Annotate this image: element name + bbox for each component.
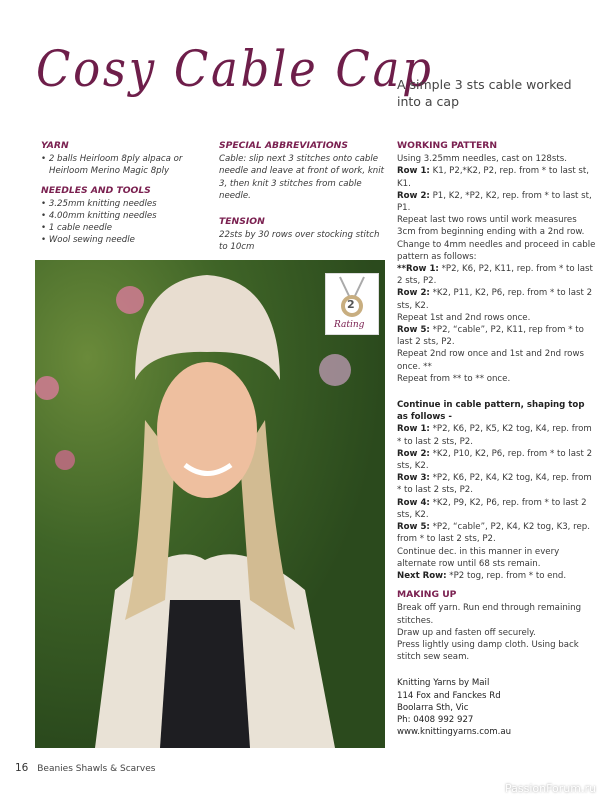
pattern-line: Repeat last two rows until work measures 3cm from beginning ending with a 2nd row. [397, 215, 585, 238]
shaping-lines [397, 423, 597, 582]
rating-number: 2 [347, 298, 355, 311]
pattern-line: **Row 1: *P2, K6, P2, K11, rep. from * to last 2 sts, P2. [397, 264, 593, 287]
abbrev-heading: SPECIAL ABBREVIATIONS [219, 140, 348, 151]
pattern-line: Row 2: P1, K2, *P2, K2, rep. from * to last st, P1. [397, 190, 592, 214]
yarn-item: • 2 balls Heirloom 8ply alpaca or Heirloom Merino Magic 8ply [41, 154, 183, 177]
pattern-line: Row 1: *P2, K6, P2, K5, K2 tog, K4, rep. from * to last 2 sts, P2. [397, 424, 592, 447]
shaping-heading: Continue in cable pattern, shaping top as follows - [397, 400, 585, 423]
needles-heading: NEEDLES AND TOOLS [41, 184, 151, 196]
making-line: Press lightly using damp cloth. Using back stitch sew seam. [397, 639, 579, 663]
pattern-line: Row 4: *K2, P9, K2, P6, rep. from * to last 2 sts, K2. [397, 497, 587, 520]
watermark: PassionForum.ru [505, 782, 596, 795]
pattern-line: Repeat 2nd row once and 1st and 2nd rows once. ** [397, 349, 584, 372]
yarn-heading: YARN [41, 140, 69, 151]
making-line: Draw up and fasten off securely. [397, 627, 536, 638]
pattern-line: Using 3.25mm needles, cast on 128sts. [397, 154, 567, 165]
supplier-website[interactable]: www.knittingyarns.com.au [397, 727, 512, 738]
pattern-line: Row 5: *P2, “cable”, P2, K11, rep from * to last 2 sts, P2. [397, 325, 584, 348]
pattern-line: Row 2: *K2, P10, K2, P6, rep. from * to last 2 sts, K2. [397, 448, 593, 472]
pattern-line: Change to 4mm needles and proceed in cable pattern as follows: [397, 239, 596, 262]
page-footer [15, 762, 155, 774]
pattern-line: Continue dec. in this manner in every alternate row until 68 sts remain. [397, 546, 560, 569]
page-title: Cosy Cable Cap [36, 40, 434, 98]
needles-item: • 4.00mm knitting needles [41, 211, 157, 222]
tension-text: 22sts by 30 rows over stocking stitch to 10cm [219, 230, 380, 253]
instructions-column [397, 140, 597, 738]
abbrev-column [219, 140, 384, 254]
pattern-line: Row 1: K1, P2,*K2, P2, rep. from * to last st, K1. [397, 166, 590, 189]
needles-item: • 1 cable needle [41, 223, 113, 234]
making-heading: MAKING UP [397, 589, 457, 601]
rating-label: Rating [334, 320, 365, 330]
making-line: Break off yarn. Run end through remaining stitches. [397, 603, 582, 626]
needles-item: • Wool sewing needle [41, 235, 135, 246]
subtitle: A simple 3 sts cable worked into a cap [397, 77, 572, 109]
abbrev-text: Cable: slip next 3 stitches onto cable needle and leave at front of work, knit 3, then knit 3 stitches from cable needle. [219, 154, 385, 201]
pattern-line: Row 5: *P2, “cable”, P2, K4, K2 tog, K3, rep. from * to last 2 sts, P2. [397, 522, 590, 545]
page-number: 16 [15, 762, 29, 774]
supplier-info: Knitting Yarns by Mail 114 Fox and Fanckes Rd Boolarra Sth, Vic Ph: 0408 992 927 www.knittingyarns.com.au [397, 677, 597, 738]
pattern-line: Row 2: *K2, P11, K2, P6, rep. from * to last 2 sts, K2. [397, 288, 593, 311]
pattern-line: Repeat from ** to ** once. [397, 373, 511, 384]
pattern-line: Next Row: *P2 tog, rep. from * to end. [397, 570, 567, 581]
publication-name: Beanies Shawls & Scarves [37, 764, 156, 774]
materials-column [41, 140, 216, 247]
pattern-line: Row 3: *P2, K6, P2, K4, K2 tog, K4, rep. from * to last 2 sts, P2. [397, 473, 592, 496]
working-lines [397, 153, 597, 385]
rating-badge [325, 273, 379, 335]
tension-heading: TENSION [219, 216, 265, 228]
working-heading: WORKING PATTERN [397, 140, 498, 151]
needles-item: • 3.25mm knitting needles [41, 198, 157, 209]
pattern-line: Repeat 1st and 2nd rows once. [397, 312, 531, 323]
